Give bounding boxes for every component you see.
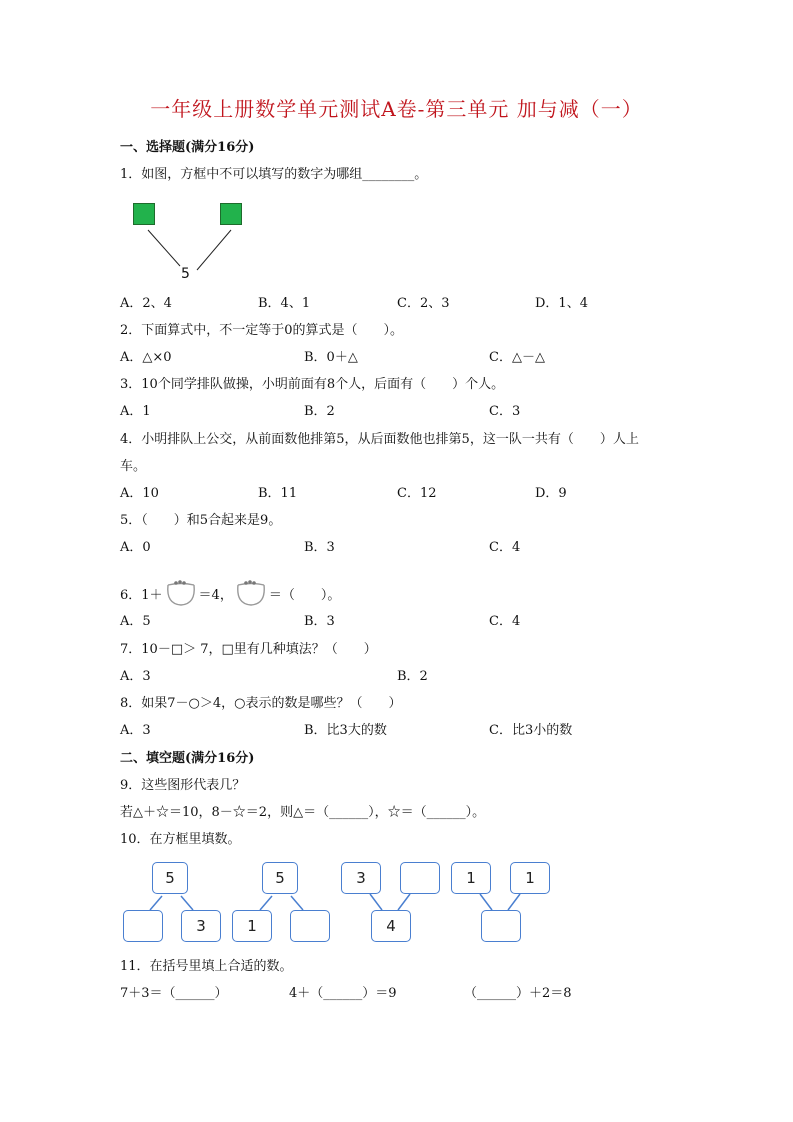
question-4-line-2: 车。 <box>120 459 147 474</box>
q5-option-a: A．0 <box>120 540 151 555</box>
question-8: 8．如果7－○＞4，○表示的数是哪些？（ ） <box>120 696 402 711</box>
q6-option-a: A．5 <box>120 614 151 629</box>
q4-option-d: D．9 <box>535 486 567 501</box>
question-9: 9．这些图形代表几？ <box>120 778 246 793</box>
q1-option-a: A．2、4 <box>120 296 172 311</box>
q4-option-c: C．12 <box>397 486 437 501</box>
q11-item-2: 4＋（______）＝9 <box>289 986 397 1001</box>
q10-g1-left-box[interactable] <box>123 910 163 942</box>
q5-option-b: B．3 <box>304 540 335 555</box>
q4-option-b: B．11 <box>258 486 298 501</box>
question-6 <box>120 578 340 613</box>
q8-option-a: A．3 <box>120 723 151 738</box>
q1-option-b: B．4、1 <box>258 296 311 311</box>
q3-option-c: C．3 <box>489 404 521 419</box>
question-2: 2．下面算式中，不一定等于0的算式是（ ）。 <box>120 323 404 338</box>
q10-g4-left-top-box: 1 <box>451 862 491 894</box>
q6-prefix: 6．1＋ <box>120 588 163 603</box>
q10-g3-left-top-box: 3 <box>341 862 381 894</box>
q1-option-c: C．2、3 <box>397 296 450 311</box>
question-1: 1．如图，方框中不可以填写的数字为哪组________。 <box>120 167 428 182</box>
q10-g4-bottom-box[interactable] <box>481 910 521 942</box>
q10-g1-top-box: 5 <box>152 862 188 894</box>
q1-option-d: D．1、4 <box>535 296 588 311</box>
q2-option-a: A．△×0 <box>120 350 172 365</box>
q6-suffix: ＝（ ）。 <box>268 588 341 603</box>
question-11: 11．在括号里填上合适的数。 <box>120 959 293 974</box>
q10-g3-right-top-box[interactable] <box>400 862 440 894</box>
q11-item-3: （______）＋2＝8 <box>464 986 572 1001</box>
q5-option-c: C．4 <box>489 540 521 555</box>
q11-item-1: 7＋3＝（______） <box>120 986 228 1001</box>
section-1-heading: 一、选择题(满分16分) <box>120 140 255 155</box>
q1-total-number: 5 <box>181 266 190 282</box>
q7-option-b: B．2 <box>397 669 428 684</box>
q2-option-c: C．△－△ <box>489 350 545 365</box>
q3-option-a: A．1 <box>120 404 151 419</box>
question-5: 5．（ ）和5合起来是9。 <box>120 513 282 528</box>
bag-icon <box>233 578 269 613</box>
q10-g2-top-box: 5 <box>262 862 298 894</box>
q6-mid: ＝4， <box>198 588 233 603</box>
q10-g2-left-box: 1 <box>232 910 272 942</box>
q10-g4-right-top-box: 1 <box>510 862 550 894</box>
question-7: 7．10－□＞ 7，□里有几种填法？（ ） <box>120 642 377 657</box>
q4-option-a: A．10 <box>120 486 159 501</box>
question-4-line-1: 4．小明排队上公交，从前面数他排第5，从后面数他也排第5，这一队一共有（ ）人上 <box>120 432 639 447</box>
q10-g1-right-box: 3 <box>181 910 221 942</box>
bag-icon <box>163 578 199 613</box>
q10-g2-right-box[interactable] <box>290 910 330 942</box>
q10-g3-bottom-box: 4 <box>371 910 411 942</box>
q7-option-a: A．3 <box>120 669 151 684</box>
q2-option-b: B．0＋△ <box>304 350 358 365</box>
q6-option-b: B．3 <box>304 614 335 629</box>
section-2-heading: 二、填空题(满分16分) <box>120 751 255 766</box>
q6-option-c: C．4 <box>489 614 521 629</box>
question-10: 10．在方框里填数。 <box>120 832 241 847</box>
page-title: 一年级上册数学单元测试A卷-第三单元 加与减（一） <box>150 97 643 121</box>
question-3: 3．10个同学排队做操，小明前面有8个人，后面有（ ）个人。 <box>120 377 505 392</box>
question-9-equation: 若△＋☆＝10，8－☆＝2，则△＝（______），☆＝（______）。 <box>120 805 486 820</box>
q3-option-b: B．2 <box>304 404 335 419</box>
q8-option-b: B．比3大的数 <box>304 723 387 738</box>
q8-option-c: C．比3小的数 <box>489 723 573 738</box>
